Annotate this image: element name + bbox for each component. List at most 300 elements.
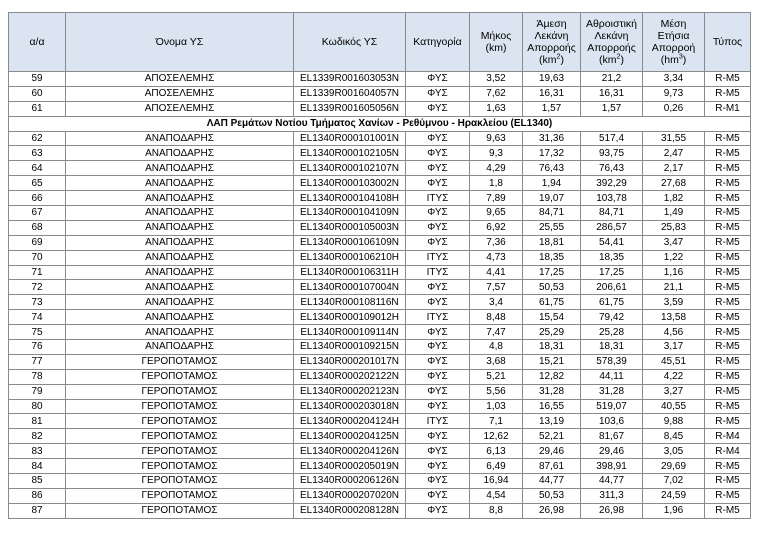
- cell-direct-basin: 31,36: [523, 131, 581, 146]
- cell-cumulative-basin: 16,31: [581, 86, 643, 101]
- header-direct-basin: [523, 13, 581, 72]
- cell-type: R-M5: [705, 369, 751, 384]
- cell-category: ΦΥΣ: [406, 503, 470, 518]
- cell-aa: 68: [9, 220, 66, 235]
- cell-category: ΦΥΣ: [406, 444, 470, 459]
- cell-length: 5,56: [470, 384, 523, 399]
- cell-code: EL1340R000208128N: [294, 503, 406, 518]
- cell-category: ΦΥΣ: [406, 459, 470, 474]
- cell-cumulative-basin: 311,3: [581, 488, 643, 503]
- cell-type: R-M5: [705, 325, 751, 340]
- table-row: [9, 146, 751, 161]
- cell-name: ΑΝΑΠΟΔΑΡΗΣ: [66, 265, 294, 280]
- cell-aa: 79: [9, 384, 66, 399]
- cell-code: EL1339R001604057N: [294, 86, 406, 101]
- cell-aa: 82: [9, 429, 66, 444]
- table-row: [9, 295, 751, 310]
- cell-cumulative-basin: 17,25: [581, 265, 643, 280]
- header-category: Κατηγορία: [406, 13, 470, 72]
- cell-direct-basin: 19,63: [523, 72, 581, 87]
- cell-direct-basin: 15,54: [523, 310, 581, 325]
- cell-direct-basin: 26,98: [523, 503, 581, 518]
- header-annual-label: Μέση Ετήσια Απορροή: [651, 18, 696, 54]
- cell-cumulative-basin: 18,35: [581, 250, 643, 265]
- header-length-label: Μήκος: [480, 30, 512, 42]
- cell-code: EL1340R000106210H: [294, 250, 406, 265]
- cell-length: 4,54: [470, 488, 523, 503]
- table-row: [9, 161, 751, 176]
- cell-name: ΑΝΑΠΟΔΑΡΗΣ: [66, 220, 294, 235]
- cell-cumulative-basin: 18,31: [581, 340, 643, 355]
- cell-annual-runoff: 40,55: [643, 399, 705, 414]
- cell-annual-runoff: 4,22: [643, 369, 705, 384]
- cell-aa: 84: [9, 459, 66, 474]
- cell-cumulative-basin: 79,42: [581, 310, 643, 325]
- cell-code: EL1340R000106109N: [294, 235, 406, 250]
- cell-type: R-M5: [705, 459, 751, 474]
- cell-annual-runoff: 2,47: [643, 146, 705, 161]
- table-row: [9, 340, 751, 355]
- table-row: [9, 310, 751, 325]
- cell-cumulative-basin: 81,67: [581, 429, 643, 444]
- section-row-group: [9, 116, 751, 131]
- table-row: [9, 72, 751, 87]
- cell-annual-runoff: 3,05: [643, 444, 705, 459]
- table-row: [9, 503, 751, 518]
- cell-type: R-M5: [705, 474, 751, 489]
- cell-aa: 73: [9, 295, 66, 310]
- cell-category: ΦΥΣ: [406, 176, 470, 191]
- cell-category: ΙΤΥΣ: [406, 310, 470, 325]
- cell-name: ΓΕΡΟΠΟΤΑΜΟΣ: [66, 474, 294, 489]
- header-cumul-sup: 2: [616, 53, 621, 61]
- cell-name: ΑΝΑΠΟΔΑΡΗΣ: [66, 310, 294, 325]
- header-code: Κωδικός ΥΣ: [294, 13, 406, 72]
- section-row: [9, 116, 751, 131]
- cell-cumulative-basin: 103,78: [581, 191, 643, 206]
- cell-annual-runoff: 31,55: [643, 131, 705, 146]
- table-row: [9, 399, 751, 414]
- cell-name: ΑΝΑΠΟΔΑΡΗΣ: [66, 191, 294, 206]
- cell-cumulative-basin: 519,07: [581, 399, 643, 414]
- cell-name: ΓΕΡΟΠΟΤΑΜΟΣ: [66, 414, 294, 429]
- cell-category: ΙΤΥΣ: [406, 191, 470, 206]
- cell-annual-runoff: 1,96: [643, 503, 705, 518]
- table-row: [9, 384, 751, 399]
- cell-cumulative-basin: 21,2: [581, 72, 643, 87]
- cell-category: ΦΥΣ: [406, 146, 470, 161]
- cell-category: ΙΤΥΣ: [406, 265, 470, 280]
- cell-length: 7,89: [470, 191, 523, 206]
- cell-name: ΑΝΑΠΟΔΑΡΗΣ: [66, 250, 294, 265]
- cell-direct-basin: 25,55: [523, 220, 581, 235]
- cell-length: 3,52: [470, 72, 523, 87]
- cell-length: 9,63: [470, 131, 523, 146]
- cell-length: 6,13: [470, 444, 523, 459]
- cell-category: ΙΤΥΣ: [406, 414, 470, 429]
- cell-direct-basin: 50,53: [523, 280, 581, 295]
- cell-cumulative-basin: 26,98: [581, 503, 643, 518]
- cell-name: ΓΕΡΟΠΟΤΑΜΟΣ: [66, 354, 294, 369]
- cell-type: R-M5: [705, 488, 751, 503]
- cell-annual-runoff: 0,26: [643, 101, 705, 116]
- cell-cumulative-basin: 76,43: [581, 161, 643, 176]
- section-title: ΛΑΠ Ρεμάτων Νοτίου Τμήματος Χανίων - Ρεθύμνου - Ηρακλείου (EL1340): [9, 116, 751, 131]
- cell-name: ΑΝΑΠΟΔΑΡΗΣ: [66, 161, 294, 176]
- header-direct-label: Άμεση Λεκάνη Απορροής: [527, 18, 576, 54]
- cell-name: ΑΝΑΠΟΔΑΡΗΣ: [66, 206, 294, 221]
- cell-code: EL1340R000207020N: [294, 488, 406, 503]
- cell-aa: 72: [9, 280, 66, 295]
- header-aa: α/α: [9, 13, 66, 72]
- cell-annual-runoff: 1,16: [643, 265, 705, 280]
- cell-length: 9,65: [470, 206, 523, 221]
- cell-name: ΑΝΑΠΟΔΑΡΗΣ: [66, 280, 294, 295]
- cell-category: ΦΥΣ: [406, 206, 470, 221]
- header-annual-sup: 3: [678, 53, 683, 61]
- table-row: [9, 474, 751, 489]
- cell-name: ΑΝΑΠΟΔΑΡΗΣ: [66, 176, 294, 191]
- cell-aa: 71: [9, 265, 66, 280]
- cell-type: R-M5: [705, 176, 751, 191]
- cell-direct-basin: 1,57: [523, 101, 581, 116]
- cell-aa: 76: [9, 340, 66, 355]
- table-row: [9, 325, 751, 340]
- cell-annual-runoff: 9,73: [643, 86, 705, 101]
- cell-code: EL1340R000101001N: [294, 131, 406, 146]
- cell-type: R-M5: [705, 206, 751, 221]
- table-row: [9, 444, 751, 459]
- cell-code: EL1340R000201017N: [294, 354, 406, 369]
- cell-aa: 83: [9, 444, 66, 459]
- cell-length: 5,21: [470, 369, 523, 384]
- cell-type: R-M5: [705, 146, 751, 161]
- table-row: [9, 280, 751, 295]
- cell-aa: 67: [9, 206, 66, 221]
- cell-category: ΦΥΣ: [406, 474, 470, 489]
- table-row: [9, 86, 751, 101]
- cell-cumulative-basin: 286,57: [581, 220, 643, 235]
- cell-annual-runoff: 3,34: [643, 72, 705, 87]
- cell-length: 1,03: [470, 399, 523, 414]
- table-row: [9, 265, 751, 280]
- cell-type: R-M5: [705, 295, 751, 310]
- cell-cumulative-basin: 206,61: [581, 280, 643, 295]
- table-row: [9, 191, 751, 206]
- cell-category: ΦΥΣ: [406, 369, 470, 384]
- cell-name: ΑΝΑΠΟΔΑΡΗΣ: [66, 146, 294, 161]
- cell-category: ΙΤΥΣ: [406, 250, 470, 265]
- table-row: [9, 131, 751, 146]
- cell-aa: 62: [9, 131, 66, 146]
- cell-type: R-M5: [705, 340, 751, 355]
- cell-length: 8,48: [470, 310, 523, 325]
- cell-type: R-M5: [705, 384, 751, 399]
- cell-code: EL1340R000102105N: [294, 146, 406, 161]
- cell-direct-basin: 16,55: [523, 399, 581, 414]
- cell-length: 7,57: [470, 280, 523, 295]
- cell-code: EL1340R000102107N: [294, 161, 406, 176]
- cell-aa: 65: [9, 176, 66, 191]
- cell-category: ΦΥΣ: [406, 161, 470, 176]
- cell-cumulative-basin: 25,28: [581, 325, 643, 340]
- cell-direct-basin: 16,31: [523, 86, 581, 101]
- cell-direct-basin: 61,75: [523, 295, 581, 310]
- cell-cumulative-basin: 44,11: [581, 369, 643, 384]
- cell-type: R-M5: [705, 310, 751, 325]
- cell-direct-basin: 17,32: [523, 146, 581, 161]
- cell-category: ΦΥΣ: [406, 354, 470, 369]
- cell-length: 1,8: [470, 176, 523, 191]
- cell-annual-runoff: 21,1: [643, 280, 705, 295]
- cell-length: 12,62: [470, 429, 523, 444]
- cell-aa: 63: [9, 146, 66, 161]
- cell-direct-basin: 13,19: [523, 414, 581, 429]
- cell-length: 4,29: [470, 161, 523, 176]
- cell-length: 4,73: [470, 250, 523, 265]
- cell-aa: 74: [9, 310, 66, 325]
- cell-aa: 66: [9, 191, 66, 206]
- table-row: [9, 250, 751, 265]
- header-direct-sup: 2: [556, 53, 561, 61]
- cell-name: ΓΕΡΟΠΟΤΑΜΟΣ: [66, 369, 294, 384]
- cell-type: R-M5: [705, 354, 751, 369]
- cell-direct-basin: 25,29: [523, 325, 581, 340]
- cell-type: R-M5: [705, 280, 751, 295]
- cell-direct-basin: 1,94: [523, 176, 581, 191]
- cell-aa: 61: [9, 101, 66, 116]
- cell-category: ΦΥΣ: [406, 72, 470, 87]
- cell-length: 16,94: [470, 474, 523, 489]
- cell-length: 7,47: [470, 325, 523, 340]
- cell-direct-basin: 50,53: [523, 488, 581, 503]
- cell-type: R-M5: [705, 220, 751, 235]
- cell-annual-runoff: 4,56: [643, 325, 705, 340]
- cell-type: R-M5: [705, 399, 751, 414]
- cell-direct-basin: 84,71: [523, 206, 581, 221]
- cell-code: EL1339R001603053N: [294, 72, 406, 87]
- cell-aa: 85: [9, 474, 66, 489]
- header-cumulative-basin: [581, 13, 643, 72]
- table-body-top: [9, 72, 751, 117]
- cell-name: ΑΝΑΠΟΔΑΡΗΣ: [66, 235, 294, 250]
- cell-annual-runoff: 3,59: [643, 295, 705, 310]
- table-row: [9, 369, 751, 384]
- cell-aa: 60: [9, 86, 66, 101]
- header-cumul-close: ): [620, 54, 624, 66]
- cell-cumulative-basin: 517,4: [581, 131, 643, 146]
- cell-cumulative-basin: 1,57: [581, 101, 643, 116]
- header-row: [9, 13, 751, 72]
- cell-aa: 80: [9, 399, 66, 414]
- cell-name: ΓΕΡΟΠΟΤΑΜΟΣ: [66, 503, 294, 518]
- table-row: [9, 459, 751, 474]
- cell-name: ΓΕΡΟΠΟΤΑΜΟΣ: [66, 488, 294, 503]
- cell-aa: 64: [9, 161, 66, 176]
- cell-aa: 70: [9, 250, 66, 265]
- cell-type: R-M4: [705, 429, 751, 444]
- cell-annual-runoff: 3,47: [643, 235, 705, 250]
- cell-aa: 87: [9, 503, 66, 518]
- cell-type: R-M5: [705, 86, 751, 101]
- cell-code: EL1340R000104109N: [294, 206, 406, 221]
- cell-category: ΦΥΣ: [406, 280, 470, 295]
- cell-code: EL1340R000106311H: [294, 265, 406, 280]
- cell-length: 4,8: [470, 340, 523, 355]
- cell-cumulative-basin: 29,46: [581, 444, 643, 459]
- cell-length: 7,62: [470, 86, 523, 101]
- cell-code: EL1340R000109114N: [294, 325, 406, 340]
- cell-cumulative-basin: 44,77: [581, 474, 643, 489]
- cell-type: R-M5: [705, 161, 751, 176]
- header-annual-close: ): [682, 54, 687, 66]
- cell-code: EL1339R001605056N: [294, 101, 406, 116]
- cell-type: R-M5: [705, 265, 751, 280]
- cell-cumulative-basin: 61,75: [581, 295, 643, 310]
- cell-aa: 86: [9, 488, 66, 503]
- table-row: [9, 220, 751, 235]
- cell-direct-basin: 17,25: [523, 265, 581, 280]
- cell-category: ΦΥΣ: [406, 399, 470, 414]
- cell-annual-runoff: 24,59: [643, 488, 705, 503]
- cell-name: ΓΕΡΟΠΟΤΑΜΟΣ: [66, 399, 294, 414]
- cell-length: 6,92: [470, 220, 523, 235]
- cell-length: 9,3: [470, 146, 523, 161]
- cell-type: R-M5: [705, 235, 751, 250]
- cell-direct-basin: 18,81: [523, 235, 581, 250]
- cell-name: ΓΕΡΟΠΟΤΑΜΟΣ: [66, 384, 294, 399]
- cell-name: ΑΝΑΠΟΔΑΡΗΣ: [66, 340, 294, 355]
- cell-name: ΑΝΑΠΟΔΑΡΗΣ: [66, 295, 294, 310]
- cell-code: EL1340R000108116N: [294, 295, 406, 310]
- cell-direct-basin: 76,43: [523, 161, 581, 176]
- cell-cumulative-basin: 392,29: [581, 176, 643, 191]
- cell-code: EL1340R000204125N: [294, 429, 406, 444]
- cell-category: ΦΥΣ: [406, 295, 470, 310]
- cell-code: EL1340R000105003N: [294, 220, 406, 235]
- cell-code: EL1340R000202122N: [294, 369, 406, 384]
- header-length-unit: (km): [485, 42, 507, 54]
- cell-type: R-M5: [705, 131, 751, 146]
- cell-code: EL1340R000203018N: [294, 399, 406, 414]
- cell-code: EL1340R000202123N: [294, 384, 406, 399]
- cell-type: R-M5: [705, 414, 751, 429]
- cell-direct-basin: 31,28: [523, 384, 581, 399]
- cell-code: EL1340R000104108H: [294, 191, 406, 206]
- table-row: [9, 414, 751, 429]
- cell-name: ΓΕΡΟΠΟΤΑΜΟΣ: [66, 429, 294, 444]
- cell-name: ΑΠΟΣΕΛΕΜΗΣ: [66, 72, 294, 87]
- cell-length: 3,4: [470, 295, 523, 310]
- cell-cumulative-basin: 398,91: [581, 459, 643, 474]
- cell-cumulative-basin: 578,39: [581, 354, 643, 369]
- header-name: Όνομα ΥΣ: [66, 13, 294, 72]
- cell-name: ΓΕΡΟΠΟΤΑΜΟΣ: [66, 444, 294, 459]
- cell-type: R-M5: [705, 250, 751, 265]
- cell-annual-runoff: 2,17: [643, 161, 705, 176]
- cell-direct-basin: 12,82: [523, 369, 581, 384]
- cell-length: 7,1: [470, 414, 523, 429]
- cell-annual-runoff: 25,83: [643, 220, 705, 235]
- header-annual-runoff: [643, 13, 705, 72]
- cell-annual-runoff: 1,22: [643, 250, 705, 265]
- cell-name: ΑΝΑΠΟΔΑΡΗΣ: [66, 131, 294, 146]
- cell-annual-runoff: 8,45: [643, 429, 705, 444]
- cell-cumulative-basin: 93,75: [581, 146, 643, 161]
- cell-direct-basin: 19,07: [523, 191, 581, 206]
- cell-length: 4,41: [470, 265, 523, 280]
- cell-aa: 69: [9, 235, 66, 250]
- header-length: [470, 13, 523, 72]
- table-row: [9, 176, 751, 191]
- cell-aa: 78: [9, 369, 66, 384]
- cell-category: ΦΥΣ: [406, 86, 470, 101]
- cell-category: ΦΥΣ: [406, 220, 470, 235]
- cell-direct-basin: 18,35: [523, 250, 581, 265]
- cell-annual-runoff: 3,17: [643, 340, 705, 355]
- header-direct-unit: (km: [539, 54, 557, 66]
- cell-length: 6,49: [470, 459, 523, 474]
- header-type: Τύπος: [705, 13, 751, 72]
- cell-category: ΦΥΣ: [406, 325, 470, 340]
- header-annual-unit: (hm: [660, 54, 679, 66]
- cell-category: ΦΥΣ: [406, 340, 470, 355]
- cell-cumulative-basin: 103,6: [581, 414, 643, 429]
- cell-aa: 77: [9, 354, 66, 369]
- cell-type: R-M5: [705, 503, 751, 518]
- table-row: [9, 429, 751, 444]
- header-cumul-unit: (km: [599, 54, 617, 66]
- cell-length: 8,8: [470, 503, 523, 518]
- cell-aa: 81: [9, 414, 66, 429]
- cell-length: 7,36: [470, 235, 523, 250]
- cell-direct-basin: 44,77: [523, 474, 581, 489]
- cell-type: R-M4: [705, 444, 751, 459]
- cell-code: EL1340R000204126N: [294, 444, 406, 459]
- table-row: [9, 354, 751, 369]
- cell-code: EL1340R000107004N: [294, 280, 406, 295]
- cell-direct-basin: 15,21: [523, 354, 581, 369]
- cell-name: ΑΠΟΣΕΛΕΜΗΣ: [66, 101, 294, 116]
- cell-cumulative-basin: 54,41: [581, 235, 643, 250]
- cell-direct-basin: 87,61: [523, 459, 581, 474]
- cell-name: ΑΠΟΣΕΛΕΜΗΣ: [66, 86, 294, 101]
- water-bodies-table: [8, 12, 751, 519]
- table-row: [9, 488, 751, 503]
- cell-annual-runoff: 29,69: [643, 459, 705, 474]
- cell-annual-runoff: 7,02: [643, 474, 705, 489]
- cell-annual-runoff: 9,88: [643, 414, 705, 429]
- cell-annual-runoff: 45,51: [643, 354, 705, 369]
- cell-cumulative-basin: 31,28: [581, 384, 643, 399]
- cell-aa: 59: [9, 72, 66, 87]
- cell-length: 3,68: [470, 354, 523, 369]
- cell-code: EL1340R000103002N: [294, 176, 406, 191]
- table-row: [9, 101, 751, 116]
- cell-category: ΦΥΣ: [406, 384, 470, 399]
- cell-annual-runoff: 13,58: [643, 310, 705, 325]
- table-row: [9, 235, 751, 250]
- cell-code: EL1340R000109215N: [294, 340, 406, 355]
- cell-type: R-M5: [705, 72, 751, 87]
- cell-code: EL1340R000109012H: [294, 310, 406, 325]
- cell-type: R-M1: [705, 101, 751, 116]
- table-wrapper: [8, 12, 751, 519]
- cell-annual-runoff: 27,68: [643, 176, 705, 191]
- cell-category: ΦΥΣ: [406, 101, 470, 116]
- cell-annual-runoff: 1,49: [643, 206, 705, 221]
- cell-direct-basin: 29,46: [523, 444, 581, 459]
